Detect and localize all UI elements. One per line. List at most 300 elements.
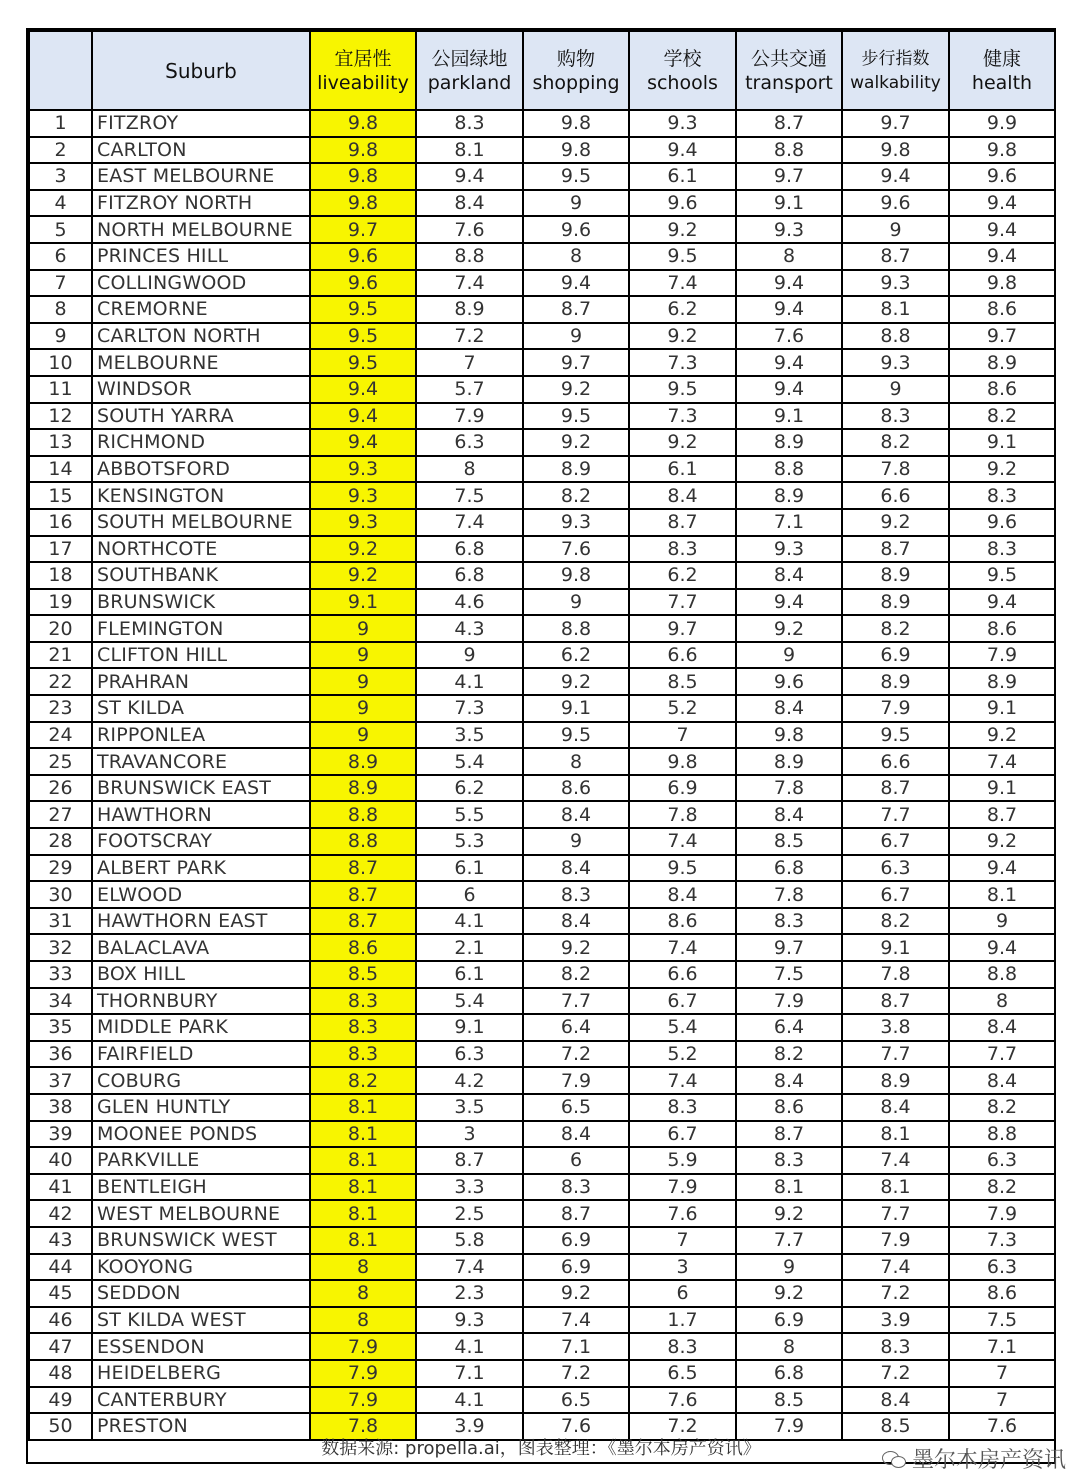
walkability-cell: 8.2 — [842, 615, 949, 642]
liveability-cell: 8.1 — [310, 1227, 416, 1254]
parkland-cell: 4.6 — [416, 589, 523, 616]
shopping-cell: 6.2 — [523, 642, 629, 669]
transport-cell: 9.8 — [736, 722, 842, 749]
walkability-cell: 7.8 — [842, 961, 949, 988]
transport-cell: 8 — [736, 243, 842, 270]
transport-cell: 7.7 — [736, 1227, 842, 1254]
shopping-cell: 8 — [523, 748, 629, 775]
health-cell: 7.6 — [949, 1413, 1055, 1440]
rank-cell: 17 — [29, 536, 92, 563]
health-cell: 8.2 — [949, 403, 1055, 430]
rank-cell: 46 — [29, 1307, 92, 1334]
rank-cell: 42 — [29, 1200, 92, 1227]
suburb-cell: EAST MELBOURNE — [92, 163, 310, 190]
rank-cell: 14 — [29, 456, 92, 483]
liveability-cell: 8.8 — [310, 801, 416, 828]
transport-cell: 8.7 — [736, 110, 842, 137]
schools-cell: 6.7 — [629, 988, 736, 1015]
table-row — [29, 137, 1055, 164]
walkability-cell: 9.2 — [842, 509, 949, 536]
parkland-cell: 2.3 — [416, 1280, 523, 1307]
health-cell: 9.4 — [949, 243, 1055, 270]
suburb-cell: ESSENDON — [92, 1333, 310, 1360]
table-row — [29, 456, 1055, 483]
shopping-cell: 9.8 — [523, 562, 629, 589]
parkland-cell: 5.7 — [416, 376, 523, 403]
parkland-cell: 4.3 — [416, 615, 523, 642]
table-row — [29, 1200, 1055, 1227]
walkability-cell: 6.7 — [842, 828, 949, 855]
table-row — [29, 270, 1055, 297]
shopping-cell: 9.2 — [523, 376, 629, 403]
shopping-cell: 8.7 — [523, 296, 629, 323]
schools-cell: 7.4 — [629, 934, 736, 961]
header-zh: 公园绿地 — [431, 47, 508, 70]
health-cell: 9.5 — [949, 562, 1055, 589]
liveability-cell: 9.2 — [310, 562, 416, 589]
schools-cell: 7.4 — [629, 828, 736, 855]
health-cell: 9.7 — [949, 323, 1055, 350]
parkland-cell: 5.4 — [416, 988, 523, 1015]
health-cell: 7.3 — [949, 1227, 1055, 1254]
walkability-cell: 8.4 — [842, 1387, 949, 1414]
schools-cell: 7.9 — [629, 1174, 736, 1201]
table-row — [29, 110, 1055, 137]
table-row — [29, 1014, 1055, 1041]
suburb-cell: SOUTH YARRA — [92, 403, 310, 430]
transport-cell: 8.7 — [736, 1121, 842, 1148]
liveability-cell: 8.9 — [310, 775, 416, 802]
liveability-cell: 7.9 — [310, 1333, 416, 1360]
parkland-cell: 6.1 — [416, 961, 523, 988]
suburb-cell: CARLTON — [92, 137, 310, 164]
walkability-cell: 7.9 — [842, 695, 949, 722]
walkability-cell: 6.3 — [842, 855, 949, 882]
liveability-table — [28, 30, 1056, 1441]
rank-cell: 41 — [29, 1174, 92, 1201]
header-en: health — [971, 71, 1033, 94]
rank-cell: 28 — [29, 828, 92, 855]
schools-cell: 6 — [629, 1280, 736, 1307]
table-row — [29, 908, 1055, 935]
table-row — [29, 562, 1055, 589]
transport-cell: 8.4 — [736, 695, 842, 722]
shopping-cell: 9 — [523, 589, 629, 616]
parkland-cell: 3.5 — [416, 1094, 523, 1121]
schools-cell: 7.6 — [629, 1387, 736, 1414]
transport-cell: 9.7 — [736, 163, 842, 190]
table-row — [29, 482, 1055, 509]
schools-cell: 6.1 — [629, 163, 736, 190]
walkability-cell: 6.6 — [842, 748, 949, 775]
shopping-cell: 7.6 — [523, 1413, 629, 1440]
parkland-cell: 5.5 — [416, 801, 523, 828]
table-row — [29, 323, 1055, 350]
table-row — [29, 1041, 1055, 1068]
table-row — [29, 403, 1055, 430]
rank-cell: 48 — [29, 1360, 92, 1387]
schools-cell: 5.2 — [629, 695, 736, 722]
header-row — [29, 31, 1055, 110]
health-cell: 7.4 — [949, 748, 1055, 775]
transport-cell: 7.6 — [736, 323, 842, 350]
rank-cell: 49 — [29, 1387, 92, 1414]
table-row — [29, 296, 1055, 323]
suburb-cell: ELWOOD — [92, 881, 310, 908]
shopping-cell: 9.5 — [523, 403, 629, 430]
shopping-cell: 6.9 — [523, 1254, 629, 1281]
table-row — [29, 216, 1055, 243]
parkland-cell: 5.4 — [416, 748, 523, 775]
suburb-cell: HAWTHORN EAST — [92, 908, 310, 935]
transport-cell: 6.9 — [736, 1307, 842, 1334]
schools-cell: 8.3 — [629, 1333, 736, 1360]
schools-cell: 7.8 — [629, 801, 736, 828]
liveability-cell: 9.5 — [310, 296, 416, 323]
parkland-cell: 3.3 — [416, 1174, 523, 1201]
shopping-cell: 9 — [523, 828, 629, 855]
rank-cell: 47 — [29, 1333, 92, 1360]
rank-cell: 7 — [29, 270, 92, 297]
rank-cell: 16 — [29, 509, 92, 536]
schools-cell: 9.5 — [629, 376, 736, 403]
rank-cell: 32 — [29, 934, 92, 961]
parkland-cell: 6.3 — [416, 1041, 523, 1068]
suburb-cell: BALACLAVA — [92, 934, 310, 961]
health-cell: 8.2 — [949, 1174, 1055, 1201]
shopping-cell: 7.4 — [523, 1307, 629, 1334]
header-zh: 步行指数 — [861, 48, 930, 69]
parkland-cell: 7.9 — [416, 403, 523, 430]
transport-cell: 9.3 — [736, 216, 842, 243]
shopping-cell: 8.3 — [523, 881, 629, 908]
suburb-cell: WINDSOR — [92, 376, 310, 403]
shopping-cell: 8.3 — [523, 1174, 629, 1201]
liveability-cell: 8.7 — [310, 908, 416, 935]
schools-cell: 8.4 — [629, 482, 736, 509]
health-cell: 9.1 — [949, 695, 1055, 722]
parkland-cell: 4.2 — [416, 1067, 523, 1094]
schools-cell: 6.2 — [629, 562, 736, 589]
schools-cell: 9.7 — [629, 615, 736, 642]
transport-cell: 8.8 — [736, 456, 842, 483]
rank-cell: 37 — [29, 1067, 92, 1094]
rank-cell: 21 — [29, 642, 92, 669]
parkland-cell: 8.8 — [416, 243, 523, 270]
table-row — [29, 801, 1055, 828]
health-cell: 8.4 — [949, 1067, 1055, 1094]
rank-cell: 8 — [29, 296, 92, 323]
health-cell: 9 — [949, 908, 1055, 935]
schools-cell: 1.7 — [629, 1307, 736, 1334]
transport-cell: 9.4 — [736, 349, 842, 376]
schools-cell: 8.3 — [629, 1094, 736, 1121]
schools-header — [629, 31, 736, 110]
rank-cell: 26 — [29, 775, 92, 802]
parkland-cell: 9.3 — [416, 1307, 523, 1334]
schools-cell: 6.6 — [629, 961, 736, 988]
shopping-cell: 7.2 — [523, 1041, 629, 1068]
parkland-cell: 4.1 — [416, 1333, 523, 1360]
liveability-cell: 9 — [310, 668, 416, 695]
parkland-cell: 3.9 — [416, 1413, 523, 1440]
table-row — [29, 1121, 1055, 1148]
walkability-cell: 8.7 — [842, 243, 949, 270]
transport-cell: 8.8 — [736, 137, 842, 164]
suburb-cell: RIPPONLEA — [92, 722, 310, 749]
transport-cell: 8.4 — [736, 801, 842, 828]
rank-cell: 24 — [29, 722, 92, 749]
transport-cell: 9.1 — [736, 403, 842, 430]
transport-cell: 9.4 — [736, 296, 842, 323]
parkland-cell: 6.8 — [416, 562, 523, 589]
transport-cell: 7.9 — [736, 988, 842, 1015]
liveability-cell: 8.3 — [310, 1014, 416, 1041]
parkland-cell: 8.7 — [416, 1147, 523, 1174]
suburb-cell: BOX HILL — [92, 961, 310, 988]
shopping-cell: 8.4 — [523, 855, 629, 882]
parkland-cell: 4.1 — [416, 908, 523, 935]
schools-cell: 9.5 — [629, 855, 736, 882]
walkability-cell: 9.5 — [842, 722, 949, 749]
suburb-cell: GLEN HUNTLY — [92, 1094, 310, 1121]
shopping-cell: 8.2 — [523, 961, 629, 988]
transport-header — [736, 31, 842, 110]
rank-cell: 31 — [29, 908, 92, 935]
shopping-cell: 9.4 — [523, 270, 629, 297]
shopping-cell: 8.9 — [523, 456, 629, 483]
header-en: shopping — [532, 71, 620, 94]
health-cell: 8 — [949, 988, 1055, 1015]
transport-cell: 8.2 — [736, 1041, 842, 1068]
liveability-cell: 7.9 — [310, 1360, 416, 1387]
transport-cell: 6.4 — [736, 1014, 842, 1041]
parkland-cell: 8.1 — [416, 137, 523, 164]
transport-cell: 9.2 — [736, 1280, 842, 1307]
walkability-cell: 7.4 — [842, 1254, 949, 1281]
schools-cell: 7.7 — [629, 589, 736, 616]
parkland-cell: 8.3 — [416, 110, 523, 137]
parkland-cell: 8.9 — [416, 296, 523, 323]
liveability-cell: 7.9 — [310, 1387, 416, 1414]
health-cell: 9.6 — [949, 163, 1055, 190]
shopping-cell: 9.5 — [523, 722, 629, 749]
liveability-cell: 9.8 — [310, 137, 416, 164]
liveability-cell: 9.4 — [310, 429, 416, 456]
rank-cell: 11 — [29, 376, 92, 403]
parkland-cell: 4.1 — [416, 1387, 523, 1414]
transport-cell: 7.9 — [736, 1413, 842, 1440]
health-cell: 9.4 — [949, 855, 1055, 882]
health-cell: 7.5 — [949, 1307, 1055, 1334]
transport-cell: 9.2 — [736, 1200, 842, 1227]
health-cell: 8.3 — [949, 482, 1055, 509]
transport-cell: 8 — [736, 1333, 842, 1360]
health-cell: 8.8 — [949, 961, 1055, 988]
health-cell: 7.1 — [949, 1333, 1055, 1360]
walkability-cell: 7.8 — [842, 456, 949, 483]
health-cell: 8.6 — [949, 1280, 1055, 1307]
parkland-cell: 7.3 — [416, 695, 523, 722]
header-zh: 购物 — [556, 47, 595, 70]
walkability-cell: 8.3 — [842, 1333, 949, 1360]
suburb-cell: FOOTSCRAY — [92, 828, 310, 855]
walkability-cell: 8.7 — [842, 775, 949, 802]
suburb-cell: MIDDLE PARK — [92, 1014, 310, 1041]
transport-cell: 9.4 — [736, 270, 842, 297]
schools-cell: 7 — [629, 1227, 736, 1254]
schools-cell: 8.5 — [629, 668, 736, 695]
health-cell: 8.6 — [949, 615, 1055, 642]
liveability-cell: 9 — [310, 695, 416, 722]
schools-cell: 6.1 — [629, 456, 736, 483]
suburb-cell: BRUNSWICK — [92, 589, 310, 616]
rank-cell: 22 — [29, 668, 92, 695]
table-row — [29, 1067, 1055, 1094]
walkability-cell: 8.2 — [842, 429, 949, 456]
liveability-cell: 9 — [310, 642, 416, 669]
parkland-cell: 5.8 — [416, 1227, 523, 1254]
rank-cell: 5 — [29, 216, 92, 243]
schools-cell: 9.5 — [629, 243, 736, 270]
shopping-header — [523, 31, 629, 110]
rank-cell: 50 — [29, 1413, 92, 1440]
rank-cell: 39 — [29, 1121, 92, 1148]
health-cell: 9.2 — [949, 456, 1055, 483]
liveability-cell: 9.4 — [310, 403, 416, 430]
shopping-cell: 6.4 — [523, 1014, 629, 1041]
suburb-cell: ST KILDA WEST — [92, 1307, 310, 1334]
liveability-cell: 8.3 — [310, 988, 416, 1015]
liveability-cell: 9.4 — [310, 376, 416, 403]
shopping-cell: 8 — [523, 243, 629, 270]
parkland-cell: 8.4 — [416, 190, 523, 217]
transport-cell: 7.8 — [736, 881, 842, 908]
schools-cell: 7.2 — [629, 1413, 736, 1440]
walkability-cell: 9.7 — [842, 110, 949, 137]
walkability-cell: 8.8 — [842, 323, 949, 350]
ranking-table-container — [26, 28, 1056, 1464]
liveability-cell: 8.1 — [310, 1121, 416, 1148]
shopping-cell: 6.5 — [523, 1094, 629, 1121]
shopping-cell: 9.7 — [523, 349, 629, 376]
rank-cell: 44 — [29, 1254, 92, 1281]
schools-cell: 9.4 — [629, 137, 736, 164]
header-zh: 学校 — [663, 47, 702, 70]
suburb-cell: HEIDELBERG — [92, 1360, 310, 1387]
liveability-cell: 9 — [310, 722, 416, 749]
suburb-cell: KENSINGTON — [92, 482, 310, 509]
parkland-cell: 5.3 — [416, 828, 523, 855]
liveability-cell: 9.3 — [310, 456, 416, 483]
walkability-cell: 7.2 — [842, 1360, 949, 1387]
wechat-watermark — [882, 1443, 1066, 1474]
shopping-cell: 8.8 — [523, 615, 629, 642]
walkability-cell: 9.4 — [842, 163, 949, 190]
rank-cell: 23 — [29, 695, 92, 722]
rank-cell: 15 — [29, 482, 92, 509]
shopping-cell: 9.8 — [523, 110, 629, 137]
shopping-cell: 8.7 — [523, 1200, 629, 1227]
schools-cell: 7 — [629, 722, 736, 749]
health-cell: 7 — [949, 1387, 1055, 1414]
suburb-cell: FITZROY — [92, 110, 310, 137]
health-cell: 6.3 — [949, 1147, 1055, 1174]
walkability-cell: 7.4 — [842, 1147, 949, 1174]
liveability-cell: 9.5 — [310, 349, 416, 376]
source-footer: 数据来源: propella.ai，图表整理：《墨尔本房产资讯》 — [321, 1438, 761, 1459]
table-row — [29, 828, 1055, 855]
walkability-cell: 8.1 — [842, 296, 949, 323]
header-zh: 健康 — [982, 47, 1021, 70]
suburb-cell: KOOYONG — [92, 1254, 310, 1281]
suburb-cell: CLIFTON HILL — [92, 642, 310, 669]
rank-cell: 3 — [29, 163, 92, 190]
transport-cell: 8.5 — [736, 1387, 842, 1414]
rank-cell: 27 — [29, 801, 92, 828]
walkability-header — [842, 31, 949, 110]
health-cell: 7 — [949, 1360, 1055, 1387]
table-row — [29, 855, 1055, 882]
table-row — [29, 642, 1055, 669]
shopping-cell: 7.2 — [523, 1360, 629, 1387]
rank-header — [29, 31, 92, 110]
parkland-cell: 6.1 — [416, 855, 523, 882]
liveability-cell: 9.1 — [310, 589, 416, 616]
liveability-cell: 8.9 — [310, 748, 416, 775]
health-cell: 8.9 — [949, 668, 1055, 695]
health-cell: 7.7 — [949, 1041, 1055, 1068]
liveability-cell: 9.5 — [310, 323, 416, 350]
parkland-cell: 8 — [416, 456, 523, 483]
liveability-cell: 8.8 — [310, 828, 416, 855]
transport-cell: 8.1 — [736, 1174, 842, 1201]
transport-cell: 9.7 — [736, 934, 842, 961]
schools-cell: 9.6 — [629, 190, 736, 217]
shopping-cell: 9.2 — [523, 1280, 629, 1307]
liveability-cell: 9.6 — [310, 243, 416, 270]
rank-cell: 12 — [29, 403, 92, 430]
table-row — [29, 349, 1055, 376]
header-zh: 公共交通 — [750, 47, 827, 70]
table-row — [29, 243, 1055, 270]
parkland-cell: 6 — [416, 881, 523, 908]
schools-cell: 7.4 — [629, 1067, 736, 1094]
liveability-cell: 8 — [310, 1280, 416, 1307]
health-cell: 9.8 — [949, 137, 1055, 164]
transport-cell: 8.3 — [736, 1147, 842, 1174]
transport-cell: 7.1 — [736, 509, 842, 536]
walkability-cell: 8.1 — [842, 1174, 949, 1201]
schools-cell: 8.7 — [629, 509, 736, 536]
transport-cell: 8.3 — [736, 908, 842, 935]
suburb-cell: SOUTHBANK — [92, 562, 310, 589]
walkability-cell: 9 — [842, 216, 949, 243]
schools-cell: 5.9 — [629, 1147, 736, 1174]
liveability-cell: 8.7 — [310, 881, 416, 908]
liveability-cell: 8 — [310, 1254, 416, 1281]
schools-cell: 7.4 — [629, 270, 736, 297]
liveability-cell: 7.8 — [310, 1413, 416, 1440]
shopping-cell: 9 — [523, 190, 629, 217]
shopping-cell: 9.2 — [523, 934, 629, 961]
shopping-cell: 9.3 — [523, 509, 629, 536]
transport-cell: 8.9 — [736, 748, 842, 775]
suburb-header: Suburb — [92, 31, 310, 110]
table-row — [29, 1360, 1055, 1387]
suburb-cell: COBURG — [92, 1067, 310, 1094]
table-body — [29, 110, 1055, 1440]
